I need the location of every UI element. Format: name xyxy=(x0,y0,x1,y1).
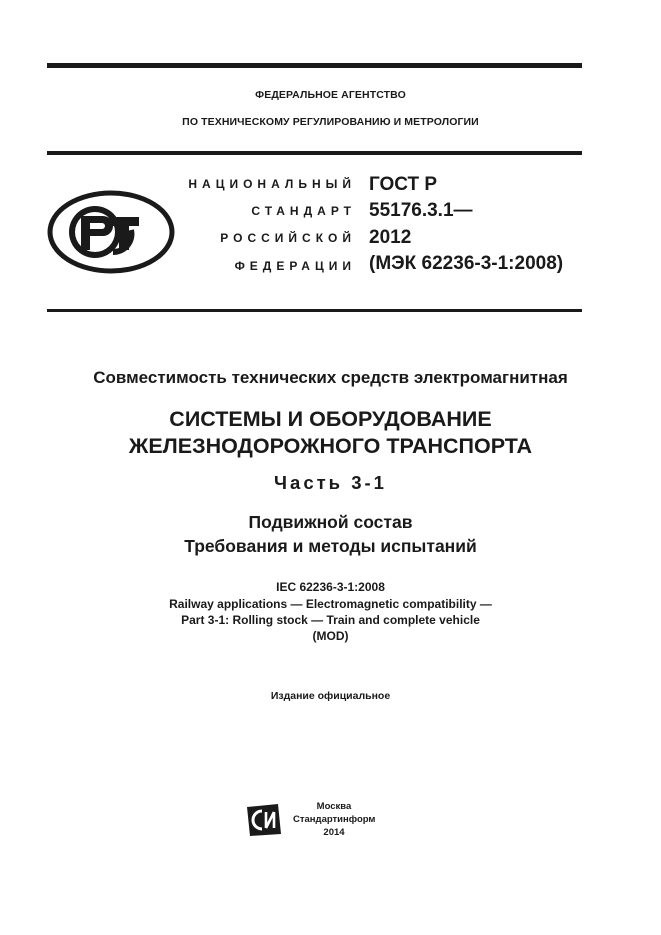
national-standard-line-3: РОССИЙСКОЙ xyxy=(220,231,356,245)
agency-line-2: ПО ТЕХНИЧЕСКОМУ РЕГУЛИРОВАНИЮ И МЕТРОЛОГИИ xyxy=(182,116,479,128)
publisher-city: Москва xyxy=(316,801,352,812)
standard-designation-line-2: 55176.3.1— xyxy=(369,200,473,221)
national-standard-line-1: НАЦИОНАЛЬНЫЙ xyxy=(188,177,356,191)
standard-designation-line-4: (МЭК 62236-3-1:2008) xyxy=(369,253,564,274)
publisher-name: Стандартинформ xyxy=(293,814,376,825)
main-title-line-1: СИСТЕМЫ И ОБОРУДОВАНИЕ xyxy=(169,407,492,431)
part-title: Часть 3-1 xyxy=(274,472,387,493)
sub-title-line-2: Требования и методы испытаний xyxy=(184,536,477,556)
standard-designation-line-1: ГОСТ Р xyxy=(369,174,438,195)
iec-reference-line-4: (MOD) xyxy=(312,629,349,643)
national-standard-line-2: СТАНДАРТ xyxy=(251,204,356,218)
standartinform-logo xyxy=(245,803,283,836)
agency-line-1: ФЕДЕРАЛЬНОЕ АГЕНТСТВО xyxy=(255,89,406,101)
iec-reference-line-3: Part 3-1: Rolling stock — Train and complete vehicle xyxy=(181,613,480,627)
iec-reference-line-2: Railway applications — Electromagnetic compatibility — xyxy=(169,597,492,611)
publisher-year: 2014 xyxy=(323,827,345,838)
header-rule xyxy=(47,151,582,155)
sub-title-line-1: Подвижной состав xyxy=(248,512,413,532)
national-standard-line-4: ФЕДЕРАЦИИ xyxy=(234,259,356,273)
rst-certification-logo xyxy=(47,190,175,274)
general-title: Совместимость технических средств электромагнитная xyxy=(93,368,568,387)
top-rule xyxy=(47,63,582,68)
title-rule xyxy=(47,309,582,312)
standard-designation-line-3: 2012 xyxy=(369,227,412,248)
main-title-line-2: ЖЕЛЕЗНОДОРОЖНОГО ТРАНСПОРТА xyxy=(128,434,533,458)
edition-label: Издание официальное xyxy=(270,690,391,702)
iec-reference-line-1: IEC 62236-3-1:2008 xyxy=(276,580,385,594)
